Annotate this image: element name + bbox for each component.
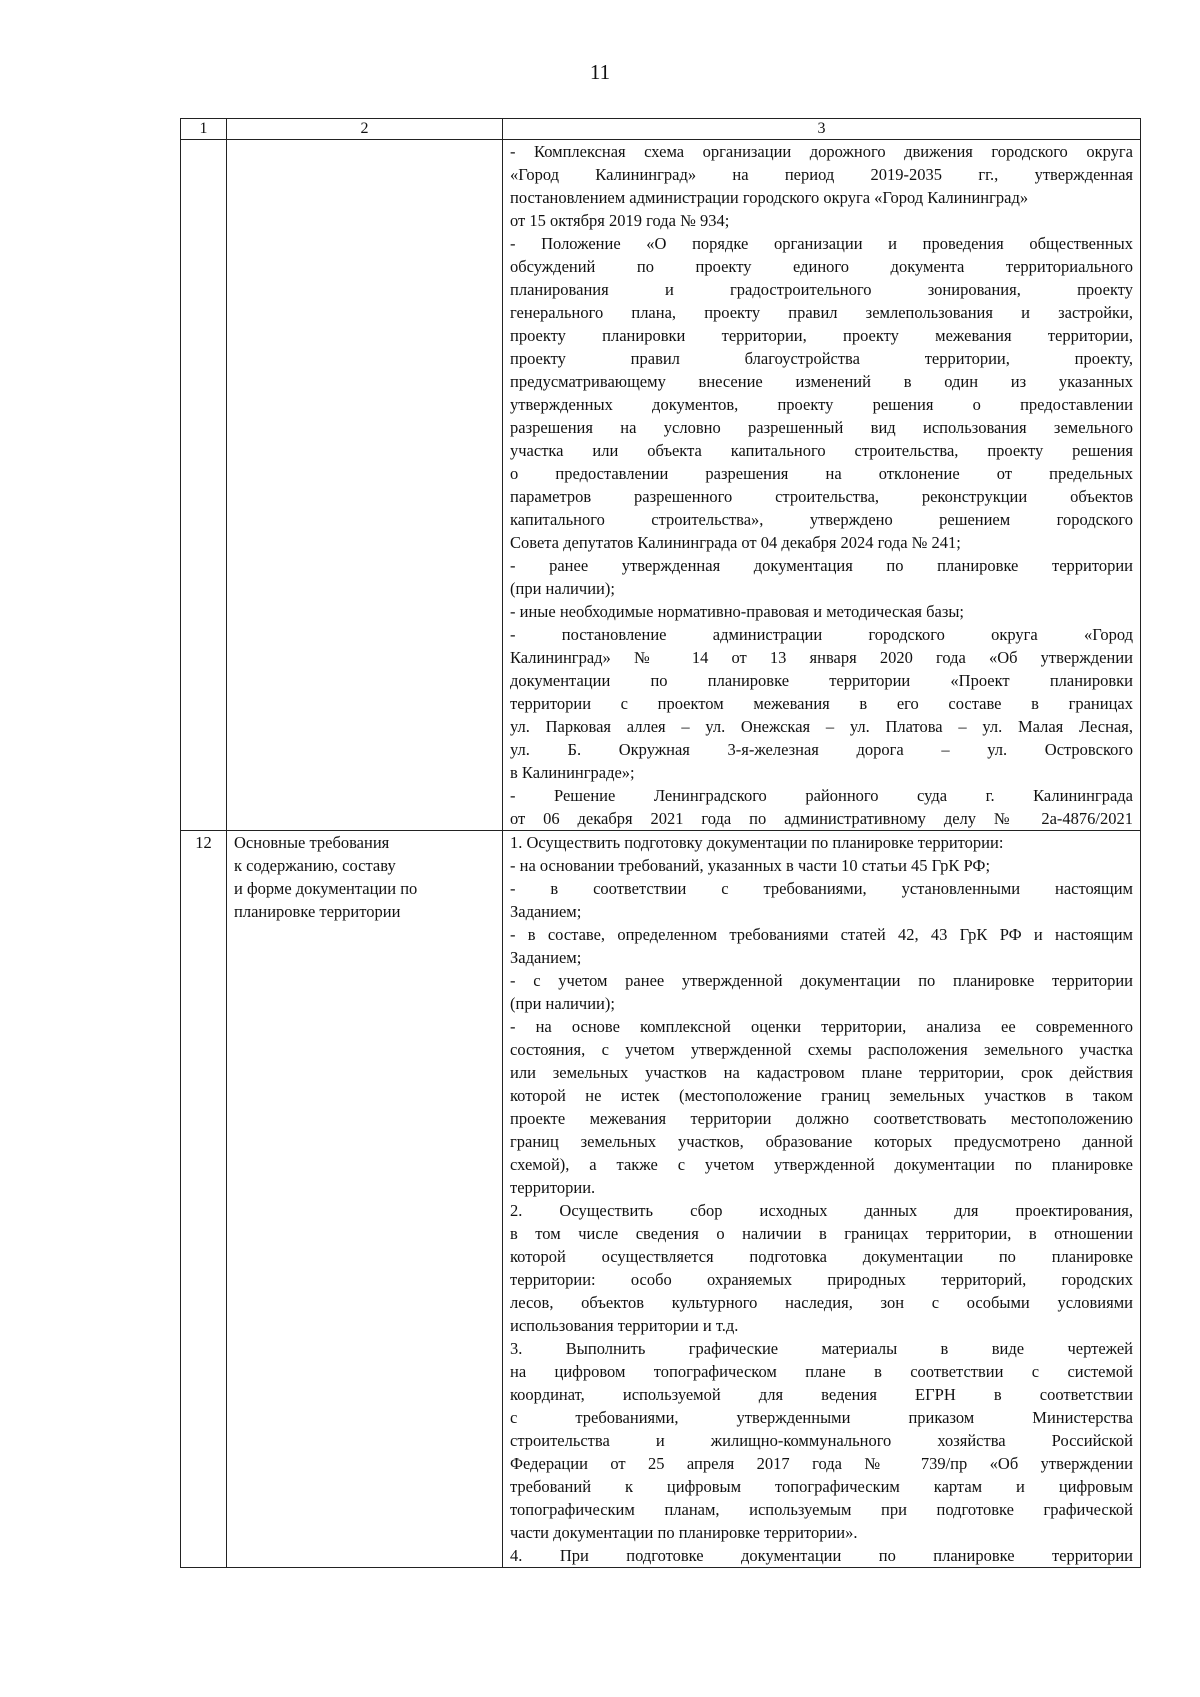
text-line: территории с проектом межевания в его составе в границах bbox=[510, 694, 1133, 713]
text-line: территории. bbox=[510, 1178, 596, 1197]
text-line: - иные необходимые нормативно-правовая и методическая базы; bbox=[510, 602, 965, 621]
text-line: 3. Выполнить графические материалы в виде чертежей bbox=[510, 1339, 1133, 1358]
text-line: лесов, объектов культурного наследия, зон с особыми условиями bbox=[510, 1293, 1133, 1312]
page-number: 11 bbox=[589, 60, 611, 84]
text-line: части документации по планировке территории». bbox=[510, 1523, 858, 1542]
text-line: или земельных участков на кадастровом плане территории, срок действия bbox=[510, 1063, 1133, 1082]
text-line: координат, используемой для ведения ЕГРН в соответствии bbox=[510, 1385, 1133, 1404]
text-line: строительства и жилищно-коммунального хозяйства Российской bbox=[510, 1431, 1133, 1450]
text-line: проекте межевания территории должно соответствовать местоположению bbox=[510, 1109, 1133, 1128]
text-line: которой осуществляется подготовка документации по планировке bbox=[510, 1247, 1133, 1266]
text-line: (при наличии); bbox=[510, 579, 615, 598]
text-line: - с учетом ранее утвержденной документации по планировке территории bbox=[510, 971, 1133, 990]
requirements-table bbox=[180, 118, 1141, 1568]
text-line: 2. Осуществить сбор исходных данных для проектирования, bbox=[510, 1201, 1133, 1220]
table-row-12 bbox=[181, 831, 1141, 1568]
text-line: ул. Парковая аллея – ул. Онежская – ул. Платова – ул. Малая Лесная, bbox=[510, 717, 1133, 736]
header-col-3: 3 bbox=[503, 119, 1141, 140]
text-line: обсуждений по проекту единого документа территориального bbox=[510, 257, 1133, 276]
text-line: границ земельных участков, образование которых предусмотрено данной bbox=[510, 1132, 1133, 1151]
text-line: с требованиями, утвержденными приказом Министерства bbox=[510, 1408, 1133, 1427]
text-line: - на основании требований, указанных в части 10 статьи 45 ГрК РФ; bbox=[510, 856, 991, 875]
text-line: 4. При подготовке документации по планировке территории bbox=[510, 1546, 1133, 1565]
row-12-title bbox=[227, 831, 503, 1568]
text-line: - в соответствии с требованиями, установленными настоящим bbox=[510, 879, 1133, 898]
text-line: использования территории и т.д. bbox=[510, 1316, 739, 1335]
text-line: от 15 октября 2019 года № 934; bbox=[510, 211, 730, 230]
text-line: генерального плана, проекту правил землепользования и застройки, bbox=[510, 303, 1133, 322]
text-line: проекту правил благоустройства территории, проекту, bbox=[510, 349, 1133, 368]
text-line: и форме документации по bbox=[234, 879, 418, 898]
text-line: - постановление администрации городского округа «Город bbox=[510, 625, 1133, 644]
text-line: Заданием; bbox=[510, 948, 582, 967]
text-line: капитального строительства», утверждено решением городского bbox=[510, 510, 1133, 529]
table-header-row bbox=[181, 119, 1141, 140]
text-line: Заданием; bbox=[510, 902, 582, 921]
text-line: Основные требования bbox=[234, 833, 390, 852]
text-line: участка или объекта капитального строительства, проекту решения bbox=[510, 441, 1133, 460]
text-line: от 06 декабря 2021 года по административному делу № 2а-4876/2021 bbox=[510, 809, 1133, 828]
table-row-continuation bbox=[181, 140, 1141, 831]
text-line: «Город Калининград» на период 2019-2035 гг., утвержденная bbox=[510, 165, 1133, 184]
text-line: утвержденных документов, проекту решения о предоставлении bbox=[510, 395, 1133, 414]
text-line: - Положение «О порядке организации и проведения общественных bbox=[510, 234, 1133, 253]
text-line: параметров разрешенного строительства, реконструкции объектов bbox=[510, 487, 1133, 506]
text-line: - в составе, определенном требованиями статей 42, 43 ГрК РФ и настоящим bbox=[510, 925, 1133, 944]
text-line: состояния, с учетом утвержденной схемы расположения земельного участка bbox=[510, 1040, 1133, 1059]
text-line: - Комплексная схема организации дорожного движения городского округа bbox=[510, 142, 1133, 161]
header-col-1: 1 bbox=[181, 119, 227, 140]
text-line: (при наличии); bbox=[510, 994, 615, 1013]
text-line: схемой), а также с учетом утвержденной документации по планировке bbox=[510, 1155, 1133, 1174]
text-line: Федерации от 25 апреля 2017 года № 739/пр «Об утверждении bbox=[510, 1454, 1133, 1473]
text-line: требований к цифровым топографическим картам и цифровым bbox=[510, 1477, 1133, 1496]
row-12-content bbox=[503, 831, 1141, 1568]
text-line: в Калининграде»; bbox=[510, 763, 635, 782]
text-line: территории: особо охраняемых природных территорий, городских bbox=[510, 1270, 1133, 1289]
text-line: постановлением администрации городского округа «Город Калининград» bbox=[510, 188, 1029, 207]
text-line: к содержанию, составу bbox=[234, 856, 396, 875]
text-line: о предоставлении разрешения на отклонение от предельных bbox=[510, 464, 1133, 483]
text-line: планировке территории bbox=[234, 902, 401, 921]
text-line: проекту планировки территории, проекту межевания территории, bbox=[510, 326, 1133, 345]
text-line: 1. Осуществить подготовку документации по планировке территории: bbox=[510, 833, 1004, 852]
text-line: на цифровом топографическом плане в соответствии с системой bbox=[510, 1362, 1133, 1381]
text-line: - Решение Ленинградского районного суда г. Калининграда bbox=[510, 786, 1133, 805]
text-line: ул. Б. Окружная 3-я-железная дорога – ул. Островского bbox=[510, 740, 1133, 759]
text-line: - ранее утвержденная документация по планировке территории bbox=[510, 556, 1133, 575]
text-line: предусматривающему внесение изменений в один из указанных bbox=[510, 372, 1133, 391]
text-line: топографическим планам, используемым при подготовке графической bbox=[510, 1500, 1133, 1519]
text-line: которой не истек (местоположение границ земельных участков в таком bbox=[510, 1086, 1133, 1105]
header-col-2: 2 bbox=[227, 119, 503, 140]
text-line: планирования и градостроительного зонирования, проекту bbox=[510, 280, 1133, 299]
text-line: в том числе сведения о наличии в границах территории, в отношении bbox=[510, 1224, 1133, 1243]
text-line: Совета депутатов Калининграда от 04 декабря 2024 года № 241; bbox=[510, 533, 961, 552]
text-line: разрешения на условно разрешенный вид использования земельного bbox=[510, 418, 1133, 437]
text-line: Калининград» № 14 от 13 января 2020 года «Об утверждении bbox=[510, 648, 1133, 667]
row-cont-number bbox=[181, 140, 227, 831]
text-line: - на основе комплексной оценки территории, анализа ее современного bbox=[510, 1017, 1133, 1036]
text-line: документации по планировке территории «Проект планировки bbox=[510, 671, 1133, 690]
row-cont-title bbox=[227, 140, 503, 831]
row-cont-content bbox=[503, 140, 1141, 831]
row-12-number: 12 bbox=[181, 831, 227, 1568]
